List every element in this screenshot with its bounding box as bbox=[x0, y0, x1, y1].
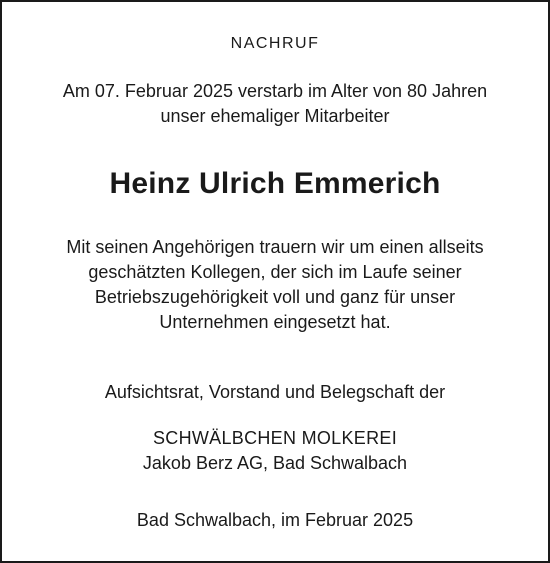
body-line: Unternehmen eingesetzt hat. bbox=[159, 312, 391, 332]
intro-line: unser ehemaliger Mitarbeiter bbox=[160, 106, 390, 126]
company-name: SCHWÄLBCHEN MOLKEREI bbox=[152, 428, 398, 448]
signatories-line: Aufsichtsrat, Vorstand und Belegschaft der bbox=[104, 382, 446, 402]
notice-heading: NACHRUF bbox=[230, 35, 320, 52]
body-line: geschätzten Kollegen, der sich im Laufe seiner bbox=[88, 262, 462, 282]
body-line: Betriebszugehörigkeit voll und ganz für unser bbox=[94, 287, 456, 307]
place-and-date: Bad Schwalbach, im Februar 2025 bbox=[136, 510, 414, 530]
company-subtitle: Jakob Berz AG, Bad Schwalbach bbox=[142, 453, 408, 473]
intro-line: Am 07. Februar 2025 verstarb im Alter von 80 Jahren bbox=[62, 81, 488, 101]
body-line: Mit seinen Angehörigen trauern wir um einen allseits bbox=[66, 237, 484, 257]
deceased-name: Heinz Ulrich Emmerich bbox=[109, 167, 441, 200]
